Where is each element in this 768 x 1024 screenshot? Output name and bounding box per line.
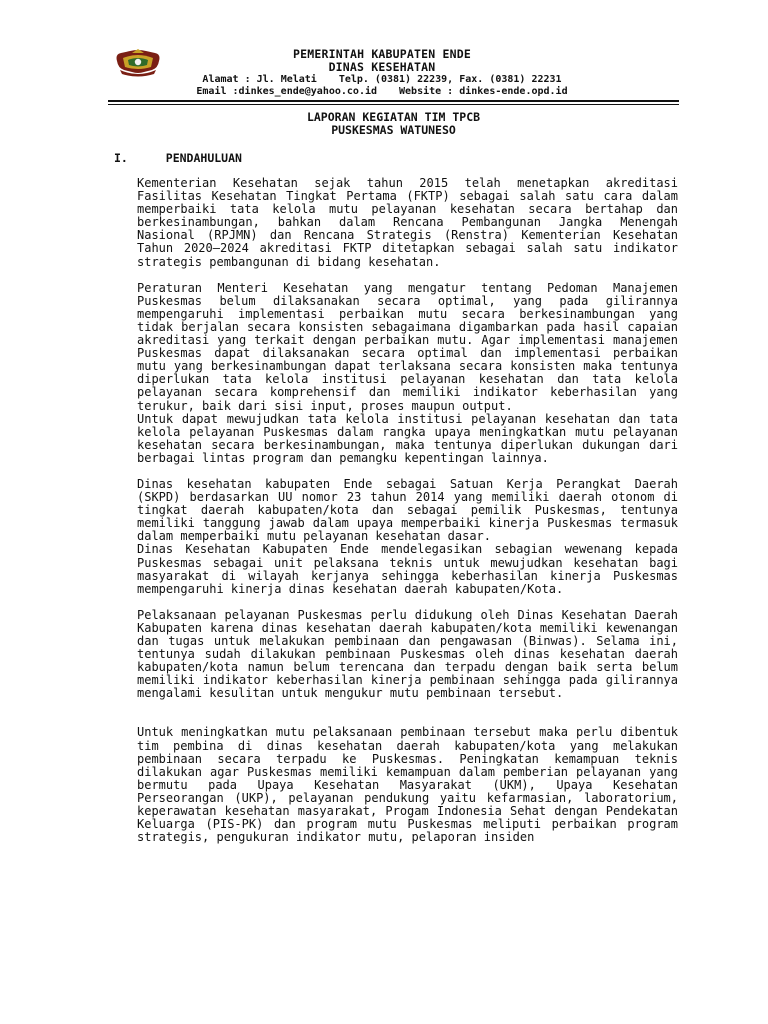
paragraph: Peraturan Menteri Kesehatan yang mengatur tentang Pedoman Manajemen Puskesmas belum dilaksanakan secara optimal, yang pada gilirannya mempengaruhi implementasi perbaikan mutu secara berkesinambungan yang tidak berjalan secara konsisten sebagaimana digambarkan pada hasil capaian akreditasi yang terkait dengan perbaikan mutu. Agar implementasi manajemen Puskesmas dapat dilaksanakan secara optimal dan implementasi perbaikan mutu yang berkesinambungan dapat terlaksana secara konsisten maka tentunya diperlukan tata kelola institusi pelayanan kesehatan dan tata kelola pelayanan secara komprehensif dan memiliki indikator keberhasilan yang terukur, baik dari sisi input, proses maupun output.	[137, 280, 678, 413]
paragraph: Dinas Kesehatan Kabupaten Ende mendelegasikan sebagian wewenang kepada Puskesmas sebagai unit pelaksana teknis untuk mewujudkan kesehatan bagi masyarakat di wilayah kerjanya sehingga keberhasilan kinerja Puskesmas mempengaruhi kinerja dinas kesehatan daerah kabupaten/Kota.	[137, 542, 678, 596]
section-title: PENDAHULUAN	[165, 151, 242, 165]
paragraph: Untuk dapat mewujudkan tata kelola institusi pelayanan kesehatan dan tata kelola pelayanan Puskesmas dalam rangka upaya meningkatkan mutu pelayanan kesehatan secara berkesinambungan, maka tentunya diperlukan dukungan dari berbagai lintas program dan pemangku kepentingan lainnya.	[137, 411, 678, 465]
document-body	[137, 177, 678, 857]
paragraph: Untuk meningkatkan mutu pelaksanaan pembinaan tersebut maka perlu dibentuk tim pembina di dinas kesehatan daerah kabupaten/kota yang melakukan pembinaan secara terpadu ke Puskesmas. Peningkatan kemampuan teknis dilakukan agar Puskesmas memiliki kemampuan dalam pemberian pelayanan yang bermutu pada Upaya Kesehatan Masyarakat (UKM), Upaya Kesehatan Perseorangan (UKP), pelayanan pendukung yaitu kefarmasian, laboratorium, keperawatan kesehatan masyarakat, Progam Indonesia Sehat dengan Pendekatan Keluarga (PIS-PK) dan program mutu Puskesmas meliputi perbaikan program strategis, pengukuran indikator mutu, pelaporan insiden	[137, 725, 678, 845]
letterhead-rule-thick	[108, 100, 679, 102]
section-number: I.	[114, 151, 128, 165]
letterhead-government: PEMERINTAH KABUPATEN ENDE	[292, 47, 472, 61]
letterhead-rule-thin	[108, 104, 679, 105]
regency-emblem-icon	[114, 48, 162, 78]
website-text: Website : dinkes-ende.opd.id	[399, 86, 568, 97]
letterhead	[162, 48, 602, 74]
paragraph: Dinas kesehatan kabupaten Ende sebagai Satuan Kerja Perangkat Daerah (SKPD) berdasarkan UU nomor 23 tahun 2014 yang memiliki daerah otonom di tingkat daerah kabupaten/kota dan sebagai pemilik Puskesmas, tentunya memiliki tanggung jawab dalam upaya memperbaiki kinerja Puskesmas termasuk dalam memperbaiki mutu pelayanan kesehatan dasar.	[137, 476, 678, 544]
report-title-line1: LAPORAN KEGIATAN TIM TPCB	[306, 110, 481, 124]
email-text: Email :dinkes_ende@yahoo.co.id	[196, 86, 378, 97]
letterhead-agency: DINAS KESEHATAN	[328, 60, 436, 74]
paragraph: Kementerian Kesehatan sejak tahun 2015 telah menetapkan akreditasi Fasilitas Kesehatan Tingkat Pertama (FKTP) sebagai salah satu cara dalam memperbaiki tata kelola mutu pelayanan kesehatan secara bertahap dan berkesinambungan, bahkan dalam Rencana Pembangunan Jangka Menengah Nasional (RPJMN) dan Rencana Strategis (Renstra) Kementerian Kesehatan Tahun 2020–2024 akreditasi FKTP ditetapkan sebagai salah satu indikator strategis pembangunan di bidang kesehatan.	[137, 176, 678, 269]
paragraph: Pelaksanaan pelayanan Puskesmas perlu didukung oleh Dinas Kesehatan Daerah Kabupaten karena dinas kesehatan daerah kabupaten/kota memiliki kewenangan dan tugas untuk melakukan pembinaan dan pengawasan (Binwas). Selama ini, tentunya sudah dilakukan pembinaan Puskesmas oleh dinas kesehatan daerah kabupaten/kota namun belum terencana dan terpadu dengan baik serta belum memiliki indikator keberhasilan kinerja pembinaan sehingga pada gilirannya mengalami kesulitan untuk mengukur mutu pembinaan tersebut.	[137, 607, 678, 701]
section-heading	[114, 152, 679, 165]
address-text: Alamat : Jl. Melati	[202, 74, 317, 85]
report-title	[108, 111, 679, 137]
phone-fax-text: Telp. (0381) 22239, Fax. (0381) 22231	[338, 74, 562, 85]
letterhead-contact	[162, 74, 602, 98]
report-title-line2: PUSKESMAS WATUNESO	[331, 123, 456, 137]
